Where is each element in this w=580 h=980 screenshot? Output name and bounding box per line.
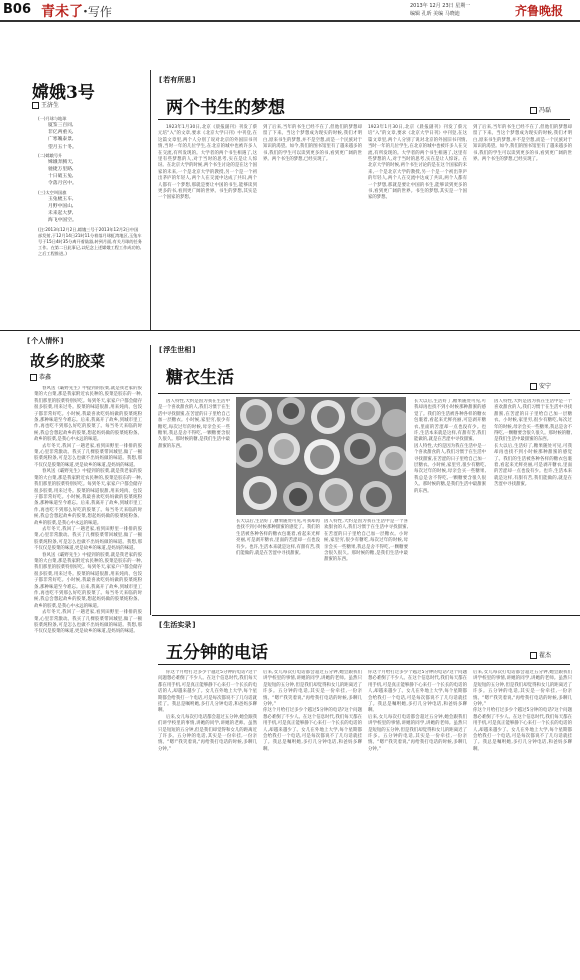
column-divider	[150, 70, 151, 330]
article-body: 因人特性,大约是因为我在生活中是一个喜欢甜食的人,我们习惯于在生活中寻找甜蜜,在苦涩的日子里给自己加一层糖衣。小时候,家里穷,很少有糖吃,每次过年的时候,母亲会买一些糖果,我总是舍不得吃,一颗糖要含很久很久。那时候的糖,是我们生活中最甜蜜的东西。	[158, 399, 230, 449]
byline-box-icon	[32, 102, 39, 109]
stanza-lines: 玉兔梳玉车, 月野中国山, 未来起大梦, 海飞中国空。	[48, 196, 77, 224]
title-rule	[158, 664, 570, 665]
article-title: 故乡的胶菜	[30, 352, 106, 370]
article-body: 因人特性,大约是因为我在生活中是一个喜欢甜食的人,我们习惯于在生活中寻找甜蜜,在苦涩的日子里给自己加一层糖衣。小时候,家里穷,很少有糖吃,每次过年的时候,母亲会买一些糖果,我总是舍不得吃,一颗糖要含很久很久。那时候的糖,是我们生活中最甜蜜的东西。	[324, 519, 408, 563]
page-header	[0, 0, 580, 22]
body-column: 1923年1月30日,北京《晨报副刊》刊发了蔡元培“入”的文章,要求《北京大学日刊》中刊登,在这篇文章里,两个人分别了说对北京的外国旧书刊情,当时一年的几位学生,在北京的城中也被许多人在交流,有所发现的。大学者的两个书生相遇了,这里有些梦想的人,对于当时的思考,实在是让人惊讶。在北京大学的时候,两个书生讨论的是在这个国家的未来,一个是北京大学的教授,另一个是一个初出茅庐的年轻人,两个人在交流中达成了共识,两个人都有一个梦想,那就是要让中国的书生,能够读到更多的书,看到更广阔的世界。书生的梦想,其实是一个国家的梦想。	[158, 125, 257, 201]
section-name: 青未了	[41, 4, 83, 20]
article-tag: [ 生活实录 ]	[159, 621, 196, 629]
stanza-heading: (一)月球与地球	[38, 116, 67, 121]
poem-article	[0, 26, 147, 326]
article-title: 两个书生的梦想	[166, 98, 285, 118]
section-rule	[0, 330, 580, 331]
poem-byline: 王济生	[32, 100, 59, 109]
body-column: 到了后来,当年的书生已经不在了,但他们的梦想却留了下来。当这个梦想成为现实的时候,我们才明白,原来书生的梦想,并不是空想,而是一个民族对于知识的渴望。如今,我们的图书馆里有了越来越多的书,我们的学生可以读到更多的书,看到更广阔的世界。两个书生的梦想,已经实现了。	[263, 125, 362, 163]
article-title: 糖衣生活	[166, 368, 234, 388]
article-tag: [ 若有所思 ]	[159, 76, 196, 84]
article-body: 长大以后,生活好了,糖果随处可见,可我却再也找不到小时候那种甜蜜的感觉了。我们的生活被各种各样的糖衣包裹着,看起来光鲜亮丽,可是剥开糖衣,里面的苦涩却一点也没有少。也许,生活本来就是这样,有甜有苦,我们能做的,就是在苦涩中寻找甜蜜。 因人特性,大约是因为我在生活中是一个喜欢甜食的人,我们习惯于在生活中寻找甜蜜,在苦涩的日子里给自己加一层糖衣。小时候,家里穷,很少有糖吃,每次过年的时候,母亲会买一些糖果,我总是舍不得吃,一颗糖要含很久很久。那时候的糖,是我们生活中最甜蜜的东西。	[414, 399, 486, 494]
title-rule	[158, 119, 570, 120]
article-sugar-coated-life	[158, 345, 580, 613]
article-body: 长大以后,生活好了,糖果随处可见,可我却再也找不到小时候那种甜蜜的感觉了。我们的生活被各种各样的糖衣包裹着,看起来光鲜亮丽,可是剥开糖衣,里面的苦涩却一点也没有少。也许,生活本来就是这样,有甜有苦,我们能做的,就是在苦涩中寻找甜蜜。	[236, 519, 320, 557]
article-hometown-cabbage	[0, 334, 148, 980]
section-rule	[152, 615, 580, 616]
column-name: 写作	[87, 5, 112, 19]
byline-box-icon	[530, 652, 537, 659]
column-divider	[150, 345, 151, 615]
article-tag: [ 浮生世相 ]	[159, 346, 196, 354]
article-two-scholars	[158, 75, 580, 330]
stanza-lines: 厦鉴三百同, 非亿两重关, 广寒魄泰景, 望月五十冬。	[48, 123, 77, 150]
poem-title: 嫦娥3号	[32, 83, 95, 103]
byline-box-icon	[530, 383, 537, 390]
food-photo-graphic	[236, 397, 406, 515]
section-title: 青未了·写作	[41, 4, 112, 20]
stanza-heading: (二)嫦娥号升	[38, 152, 63, 158]
article-body: 春风送《霸野先生》中提到的胶菜,就是我老家的胶菜的大白菜,那是我家附近农民种的,胶菜是胶东的一种,我们那里的胶菜特别好吃。每到冬天,家家户户都会储存很多胶菜,用来过冬。胶菜的味道很甜,用来炖肉、包饺子都非常好吃。小时候,我最喜欢吃妈妈做的胶菜炖粉条,那种味道至今难忘。后来,我离开了故乡,到城市里工作,再也吃不到那么好吃的胶菜了。每当冬天来临的时候,我总会想起故乡的胶菜,想起妈妈做的胶菜炖粉条。故乡的胶菜,是我心中永远的味道。 去年冬天,我回了一趟老家,看到田野里一排排的胶菜,心里非常激动。我买了几棵胶菜带回城里,做了一顿胶菜炖粉条,可是怎么也做不出妈妈做的味道。我想,那不仅仅是胶菜的味道,更是故乡的味道,是妈妈的味道。 春风送《霸野先生》中提到的胶菜,就是我老家的胶菜的大白菜,那是我家附近农民种的,胶菜是胶东的一种,我们那里的胶菜特别好吃。每到冬天,家家户户都会储存很多胶菜,用来过冬。胶菜的味道很甜,用来炖肉、包饺子都非常好吃。小时候,我最喜欢吃妈妈做的胶菜炖粉条,那种味道至今难忘。后来,我离开了故乡,到城市里工作,再也吃不到那么好吃的胶菜了。每当冬天来临的时候,我总会想起故乡的胶菜,想起妈妈做的胶菜炖粉条。故乡的胶菜,是我心中永远的味道。 去年冬天,我回了一趟老家,看到田野里一排排的胶菜,心里非常激动。我买了几棵胶菜带回城里,做了一顿胶菜炖粉条,可是怎么也做不出妈妈做的味道。我想,那不仅仅是胶菜的味道,更是故乡的味道,是妈妈的味道。 春风送《霸野先生》中提到的胶菜,就是我老家的胶菜的大白菜,那是我家附近农民种的,胶菜是胶东的一种,我们那里的胶菜特别好吃。每到冬天,家家户户都会储存很多胶菜,用来过冬。胶菜的味道很甜,用来炖肉、包饺子都非常好吃。小时候,我最喜欢吃妈妈做的胶菜炖粉条,那种味道至今难忘。后来,我离开了故乡,到城市里工作,再也吃不到那么好吃的胶菜了。每当冬天来临的时候,我总会想起故乡的胶菜,想起妈妈做的胶菜炖粉条。故乡的胶菜,是我心中永远的味道。 去年冬天,我回了一趟老家,看到田野里一排排的胶菜,心里非常激动。我买了几棵胶菜带回城里,做了一顿胶菜炖粉条,可是怎么也做不出妈妈做的味道。我想,那不仅仅是胶菜的味道,更是故乡的味道,是妈妈的味道。	[34, 386, 142, 635]
poem-body	[38, 116, 142, 257]
newspaper-brand: 齐鲁晚报	[515, 4, 564, 18]
body-column: 到了后来,当年的书生已经不在了,但他们的梦想却留了下来。当这个梦想成为现实的时候,我们才明白,原来书生的梦想,并不是空想,而是一个民族对于知识的渴望。如今,我们的图书馆里有了越来越多的书,我们的学生可以读到更多的书,看到更广阔的世界。两个书生的梦想,已经实现了。	[473, 125, 572, 163]
title-rule	[158, 393, 570, 394]
article-body: 因人特性,大约是因为我在生活中是一个喜欢甜食的人,我们习惯于在生活中寻找甜蜜,在苦涩的日子里给自己加一层糖衣。小时候,家里穷,很少有糖吃,每次过年的时候,母亲会买一些糖果,我总是舍不得吃,一颗糖要含很久很久。那时候的糖,是我们生活中最甜蜜的东西。 长大以后,生活好了,糖果随处可见,可我却再也找不到小时候那种甜蜜的感觉了。我们的生活被各种各样的糖衣包裹着,看起来光鲜亮丽,可是剥开糖衣,里面的苦涩却一点也没有少。也许,生活本来就是这样,有甜有苦,我们能做的,就是在苦涩中寻找甜蜜。	[494, 399, 572, 488]
body-column: 1923年1月30日,北京《晨报副刊》刊发了蔡元培“入”的文章,要求《北京大学日刊》中刊登,在这篇文章里,两个人分别了说对北京的外国旧书刊情,当时一年的几位学生,在北京的城中也被许多人在交流,有所发现的。大学者的两个书生相遇了,这里有些梦想的人,对于当时的思考,实在是让人惊讶。在北京大学的时候,两个书生讨论的是在这个国家的未来,一个是北京大学的教授,另一个是一个初出茅庐的年轻人,两个人在交流中达成了共识,两个人都有一个梦想,那就是要让中国的书生,能够读到更多的书,看到更广阔的世界。书生的梦想,其实是一个国家的梦想。	[368, 125, 467, 201]
food-collage-photo	[236, 397, 406, 515]
article-body: 你这个月给打过多少个越过5分钟的电话?这个问题想必难倒了不少人。在这个信息时代,我们每天都在用手机,可是真正能够静下心来打一个长长的电话的人,却越来越少了。女儿在外地上大学,每个星期都会给我打一个电话,可是每次都说不了几句话就挂了。我总是嘱咐她,多打几分钟电话,和爸妈多聊聊。 后来,女儿每次打电话都会超过五分钟,她会跟我们讲学校里的事情,讲她的同学,讲她的老师。虽然只是短短的五分钟,但是我们却觉得和女儿的距离近了许多。五分钟的电话,其实是一份牵挂,一份亲情。“嗯!”我笑着说,“再给我打电话的时候,多聊几分钟。” 后来,女儿每次打电话都会超过五分钟,她会跟我们讲学校里的事情,讲她的同学,讲她的老师。虽然只是短短的五分钟,但是我们却觉得和女儿的距离近了许多。五分钟的电话,其实是一份牵挂,一份亲情。“嗯!”我笑着说,“再给我打电话的时候,多聊几分钟。” 你这个月给打过多少个越过5分钟的电话?这个问题想必难倒了不少人。在这个信息时代,我们每天都在用手机,可是真正能够静下心来打一个长长的电话的人,却越来越少了。女儿在外地上大学,每个星期都会给我打一个电话,可是每次都说不了几句话就挂了。我总是嘱咐她,多打几分钟电话,和爸妈多聊聊。 你这个月给打过多少个越过5分钟的电话?这个问题想必难倒了不少人。在这个信息时代,我们每天都在用手机,可是真正能够静下心来打一个长长的电话的人,却越来越少了。女儿在外地上大学,每个星期都会给我打一个电话,可是每次都说不了几句话就挂了。我总是嘱咐她,多打几分钟电话,和爸妈多聊聊。 后来,女儿每次打电话都会超过五分钟,她会跟我们讲学校里的事情,讲她的同学,讲她的老师。虽然只是短短的五分钟,但是我们却觉得和女儿的距离近了许多。五分钟的电话,其实是一份牵挂,一份亲情。“嗯!”我笑着说,“再给我打电话的时候,多聊几分钟。” 后来,女儿每次打电话都会超过五分钟,她会跟我们讲学校里的事情,讲她的同学,讲她的老师。虽然只是短短的五分钟,但是我们却觉得和女儿的距离近了许多。五分钟的电话,其实是一份牵挂,一份亲情。“嗯!”我笑着说,“再给我打电话的时候,多聊几分钟。” 你这个月给打过多少个越过5分钟的电话?这个问题想必难倒了不少人。在这个信息时代,我们每天都在用手机,可是真正能够静下心来打一个长长的电话的人,却越来越少了。女儿在外地上大学,每个星期都会给我打一个电话,可是每次都说不了几句话就挂了。我总是嘱咐她,多打几分钟电话,和爸妈多聊聊。	[158, 670, 572, 752]
article-body	[158, 125, 572, 325]
article-byline: 翟杰	[530, 650, 551, 659]
date-line: 2013年 12月 23日 星期一	[410, 3, 471, 9]
article-title: 五分钟的电话	[166, 643, 268, 663]
header-rule	[0, 20, 580, 22]
article-five-minute-call	[158, 620, 580, 978]
editor-line: 编辑 孔昕 美编 马晓迪	[410, 11, 460, 17]
byline-box-icon	[530, 107, 537, 114]
article-byline: 冯磊	[530, 105, 551, 114]
byline-box-icon	[30, 374, 37, 381]
poem-note: (注:2013年12月2日,嫦娥三号于2013年12月2日中国部发射,于12月14日21时11分着落月球虹湾地区,玉兔车号于15日4时35分离开着陆器,转到月面,有关月球的任务工作。在第二日此事记,以纪念上述嫦娥工程工作成功的,之后工程推进。)	[38, 227, 142, 257]
article-tag: [ 个人情怀 ]	[27, 337, 64, 345]
page-code: B06	[3, 2, 31, 17]
article-byline: 恭鑫	[30, 372, 51, 381]
stanza-lines: 嫦娥奔腾天, 驰捷万里路, 十日破玉兔, 令落月宫中。	[48, 159, 77, 187]
stanza-heading: (三)太空叫国旗	[38, 189, 67, 195]
article-byline: 安宁	[530, 381, 551, 390]
